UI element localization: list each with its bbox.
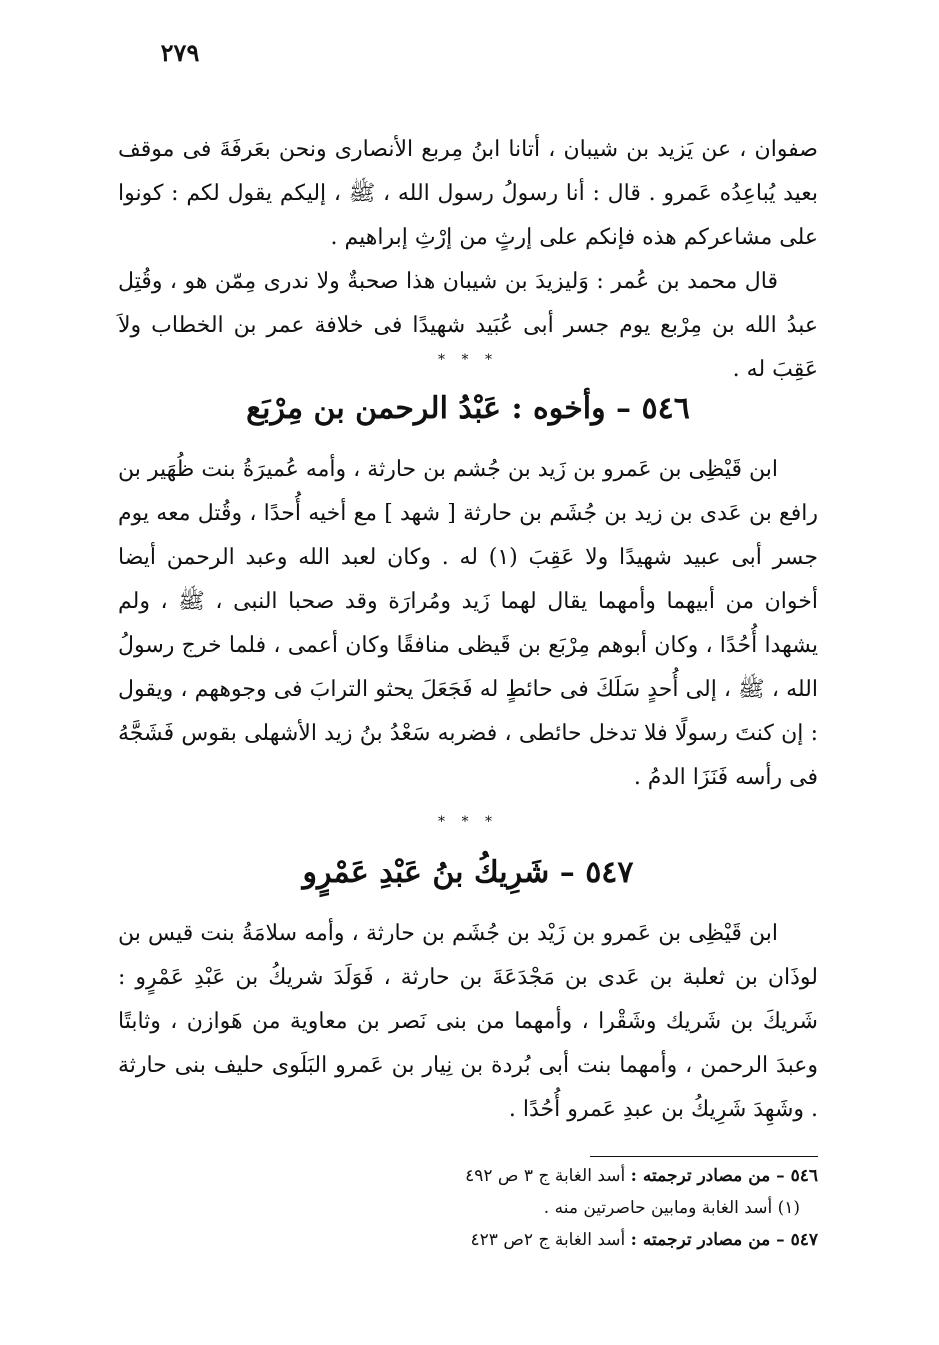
entry-heading: ٥٤٧ – شَرِيكُ بنُ عَبْدِ عَمْرٍو <box>302 855 634 890</box>
section-separator: * * * <box>438 352 498 368</box>
footnote-text: أسد الغابة ج ٢ص ٤٢٣ <box>470 1230 626 1250</box>
footnote-label: ٥٤٦ – من مصادر ترجمته : <box>630 1166 818 1186</box>
page-number: ٢٧٩ <box>160 38 200 67</box>
footnotes <box>118 1160 818 1256</box>
footnote <box>118 1160 818 1192</box>
paragraph: صفوان ، عن يَزيد بن شيبان ، أتانا ابنُ مِربع الأنصارى ونحن بعَرفَةَ فى موقف بعيد يُباعِدُه عَمرو . قال : أنا رسولُ رسول الله ، ﷺ ، إليكم يقول لكم : كونوا على مشاعركم هذه فإنكم على إرثٍ من إرْثِ إبراهيم . <box>118 137 818 250</box>
entry-heading: ٥٤٦ – وأخوه : عَبْدُ الرحمن بن مِرْبَع <box>246 391 690 426</box>
footnote-rule <box>590 1156 818 1157</box>
paragraph: ابن قَيْظِى بن عَمرو بن زَيْد بن جُشَم بن حارثة ، وأمه سلامَةُ بنت قيس بن لوذَان بن ثعلبة بن عَدى بن مَجْدَعَةَ بن حارثة ، فَوَلَدَ شريكُ بن عَبْدِ عَمْرٍو : شَريكَ بن شَريك وشَقْرا ، وأمهما من بنى نَصر بن معاوية من هَوازن ، وثابتًا وعبدَ الرحمن ، وأمهما بنت أبى بُردة بن نِيار بن عَمرو البَلَوى حليف بنى حارثة . وشَهِدَ شَرِيكُ بن عبدِ عَمرو أُحُدًا . <box>118 921 818 1122</box>
section-separator: * * * <box>438 814 498 830</box>
entry-547 <box>118 812 818 1132</box>
footnote <box>118 1224 818 1256</box>
footnote-text: (١) أسد الغابة ومابين حاصرتين منه . <box>543 1198 800 1218</box>
paragraph: قال محمد بن عُمر : وَليزيدَ بن شيبان هذا صحبةٌ ولا ندرى مِمّن هو ، وقُتِل عبدُ الله بن مِرْبع يوم جسر أبى عُبَيد شهيدًا فى خلافة عمر بن الخطاب ولاَ عَقِبَ له . <box>118 269 818 382</box>
entry-546 <box>118 350 818 800</box>
footnote-label: ٥٤٧ – من مصادر ترجمته : <box>630 1230 818 1250</box>
footnote-text: أسد الغابة ج ٣ ص ٤٩٢ <box>465 1166 626 1186</box>
footnote <box>118 1192 818 1224</box>
paragraph: ابن قَيْظِى بن عَمرو بن زَيد بن جُشم بن حارثة ، وأمه عُميرَةُ بنت ظُهَير بن رافع بن عَدى بن زيد بن جُشَم بن حارثة [ شهد ] مع أخيه أُحدًا ، وقُتل معه يوم جسر أبى عبيد شهيدًا ولا عَقِبَ (١) له . وكان لعبد الله وعبد الرحمن أيضا أخوان من أبيهما وأمهما يقال لهما زَيد ومُرارَة وقد صحبا النبى ، ﷺ ، ولم يشهدا أُحُدًا ، وكان أبوهم مِرْبَع بن قَيظى منافقًا وكان أعمى ، فلما خرج رسولُ الله ، ﷺ ، إلى أُحدٍ سَلَكَ فى حائطٍ له فَجَعَلَ يحثو الترابَ فى وجوههم ، ويقول : إن كنتَ رسولًا فلا تدخل حائطى ، فضربه سَعْدُ بنُ زيد الأشهلى بقوس فَشَجَّهُ فى رأسه فَنَزَا الدمُ . <box>118 457 818 790</box>
